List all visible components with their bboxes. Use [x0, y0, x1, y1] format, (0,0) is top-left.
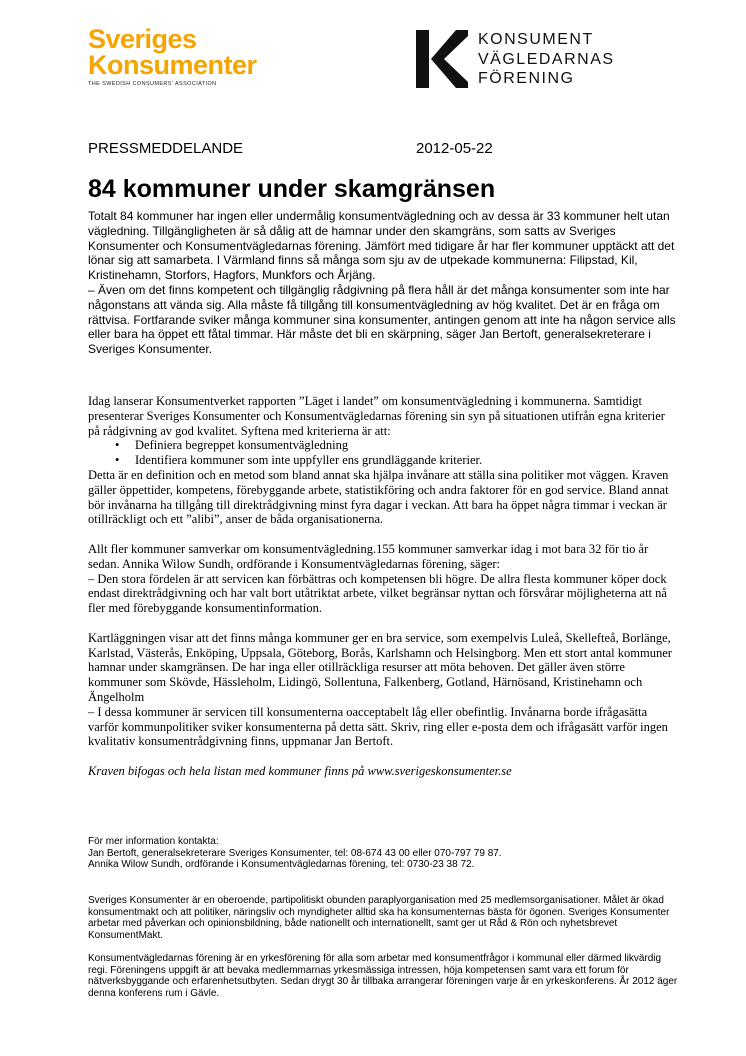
criteria-list	[88, 438, 678, 468]
body-paragraph-4: – Den stora fördelen är att servicen kan förbättras och kompetensen bli högre. De allra flesta kommuner köper dock endast direktrådgivning och har valt bort utåtriktat arbete, vilket begränsar nyttan och försvårar möjligheterna att nå fler med förebyggande konsumentinformation.	[88, 571, 667, 616]
body-paragraph-1: Idag lanserar Konsumentverket rapporten ”Läget i landet” om konsumentvägledning i kommunerna. Samtidigt presenterar Sveriges Konsumenter och Konsumentvägledarnas förening sin syn på situationen utifrån egna kriterier på rådgivning av god kvalitet. Syftena med kriterierna är att:	[88, 394, 665, 438]
intro-section	[88, 209, 678, 357]
about-section	[88, 895, 678, 999]
contact-line-2: Annika Wilow Sundh, ordförande i Konsumentvägledarnas förening, tel: 0730-23 38 72.	[88, 859, 475, 871]
body-paragraph-6: – I dessa kommuner är servicen till konsumenterna oacceptabelt låg eller obefintlig. Invånarna borde ifrågasätta varför kommunpolitiker sviker konsumenterna på detta sätt. Skriv, ring eller e-posta dem och ifrågasätt varför ingen kvalitativ konsumentrådgivning finns, uppmanar Jan Bertoft.	[88, 704, 668, 749]
contact-line-1: Jan Bertoft, generalsekreterare Sveriges Konsumenter, tel: 08-674 43 00 eller 070-797 79 87.	[88, 847, 502, 859]
kv-logo-wordmark	[478, 30, 615, 89]
about-paragraph-2: Konsumentvägledarnas förening är en yrkesförening för alla som arbetar med konsumentfrågor i kommunal eller därmed likvärdig regi. Föreningens uppgift är att bevaka medlemmarnas yrkesmässiga intressen, höja kompetensen samt vara ett forum för nätverksbyggande och erfarenhetsutbyten. Sedan drygt 30 år tillbaka arrangerar föreningen varje år en yrkeskonferens. År 2012 äger denna konferens rum i Gävle.	[88, 952, 678, 999]
kv-logo-mark-icon	[416, 30, 468, 88]
document-type-label: PRESSMEDDELANDE	[88, 140, 244, 157]
body-section	[88, 394, 678, 779]
logo-tagline: THE SWEDISH CONSUMERS' ASSOCIATION	[88, 81, 217, 87]
body-paragraph-5: Kartläggningen visar att det finns många kommuner ger en bra service, som exempelvis Luleå, Skellefteå, Borlänge, Karlstad, Västerås, Enköping, Uppsala, Göteborg, Borås, Karlshamn och Helsingborg. Men ett stort antal kommuner hamnar under skamgränsen. De har inga eller otillräckliga resurser att möta behoven. Det gäller även större kommuner som Skövde, Hässleholm, Lidingö, Sollentuna, Falkenberg, Gotland, Härnösand, Kristinehamn och Ängelholm	[88, 630, 672, 704]
list-item: • Identifiera kommuner som inte uppfyller ens grundläggande kriterier.	[115, 453, 483, 468]
contact-section	[88, 836, 678, 871]
bullet-icon: •	[115, 453, 120, 468]
page-title: 84 kommuner under skamgränsen	[88, 175, 496, 203]
list-item: • Definiera begreppet konsumentvägledning	[115, 438, 349, 453]
kv-logo-line-3: FÖRENING	[478, 70, 575, 87]
kv-logo-line-2: VÄGLEDARNAS	[478, 50, 615, 68]
body-paragraph-2: Detta är en definition och en metod som bland annat ska hjälpa invånare att ställa sina politiker mot väggen. Kraven gäller öppettider, kompetens, förebyggande arbete, statistikföring och andra faktorer för en god service. Bland annat bör invånarna ha tillgång till direktrådgivning minst fyra dagar i veckan. Att bara ha öppet några timmar i veckan är otillräckligt och ett ”alibi”, anser de båda organisationerna.	[88, 467, 669, 527]
document-date: 2012-05-22	[416, 140, 493, 157]
intro-paragraph-1: Totalt 84 kommuner har ingen eller undermålig konsumentvägledning och av dessa är 33 kommuner helt utan vägledning. Tillgängligheten är så dålig att de hamnar under den skamgräns, som satts av Sveriges Konsumenter och Konsumentvägledarnas förening. Jämfört med tidigare år har fler kommuner upptäckt att det lönar sig att samarbeta. I Värmland finns så många som sju av de utpekade kommunerna: Filipstad, Kil, Kristinehamn, Storfors, Hagfors, Munkfors och Årjäng.	[88, 209, 675, 283]
intro-paragraph-2: – Även om det finns kompetent och tillgänglig rådgivning på flera håll är det många konsumenter som inte har någonstans att vända sig. Alla måste få tillgång till konsumentvägledning av hög kvalitet. Det är en fråga om rättvisa. Fortfarande sviker många kommuner sina konsumenter, antingen genom att inte ha någon service alls eller bara ha öppet ett fåtal timmar. Här måste det bli en skärpning, säger Jan Bertoft, generalsekreterare i Sveriges Konsumenter.	[88, 282, 676, 357]
kv-logo-line-1: KONSUMENT	[478, 31, 594, 48]
attachment-note: Kraven bifogas och hela listan med kommuner finns på www.sverigeskonsumenter.se	[88, 763, 512, 778]
about-paragraph-1: Sveriges Konsumenter är en oberoende, partipolitiskt obunden paraplyorganisation med 25 medlemsorganisationer. Målet är ökad konsumentmakt och att politiker, näringsliv och myndigheter alltid ska ha konsumenternas bästa för ögonen. Sveriges Konsumenter arbetar med påverkan och opinionsbildning, både nationellt och internationellt, samt ger ut Råd & Rön och nyhetsbrevet KonsumentMakt.	[88, 895, 670, 941]
logo-line-2: Konsumenter	[88, 50, 257, 80]
konsumentvagledarnas-forening-logo	[416, 30, 616, 90]
logo-line-1: Sveriges	[88, 24, 197, 54]
contact-heading: För mer information kontakta:	[88, 836, 219, 847]
body-paragraph-3: Allt fler kommuner samverkar om konsumentvägledning.155 kommuner samverkar idag i mot bara 32 för tio år sedan. Annika Wilow Sundh, ordförande i Konsumentvägledarnas förening, säger:	[88, 541, 649, 571]
bullet-icon: •	[115, 438, 120, 453]
sveriges-konsumenter-logo	[88, 26, 328, 87]
